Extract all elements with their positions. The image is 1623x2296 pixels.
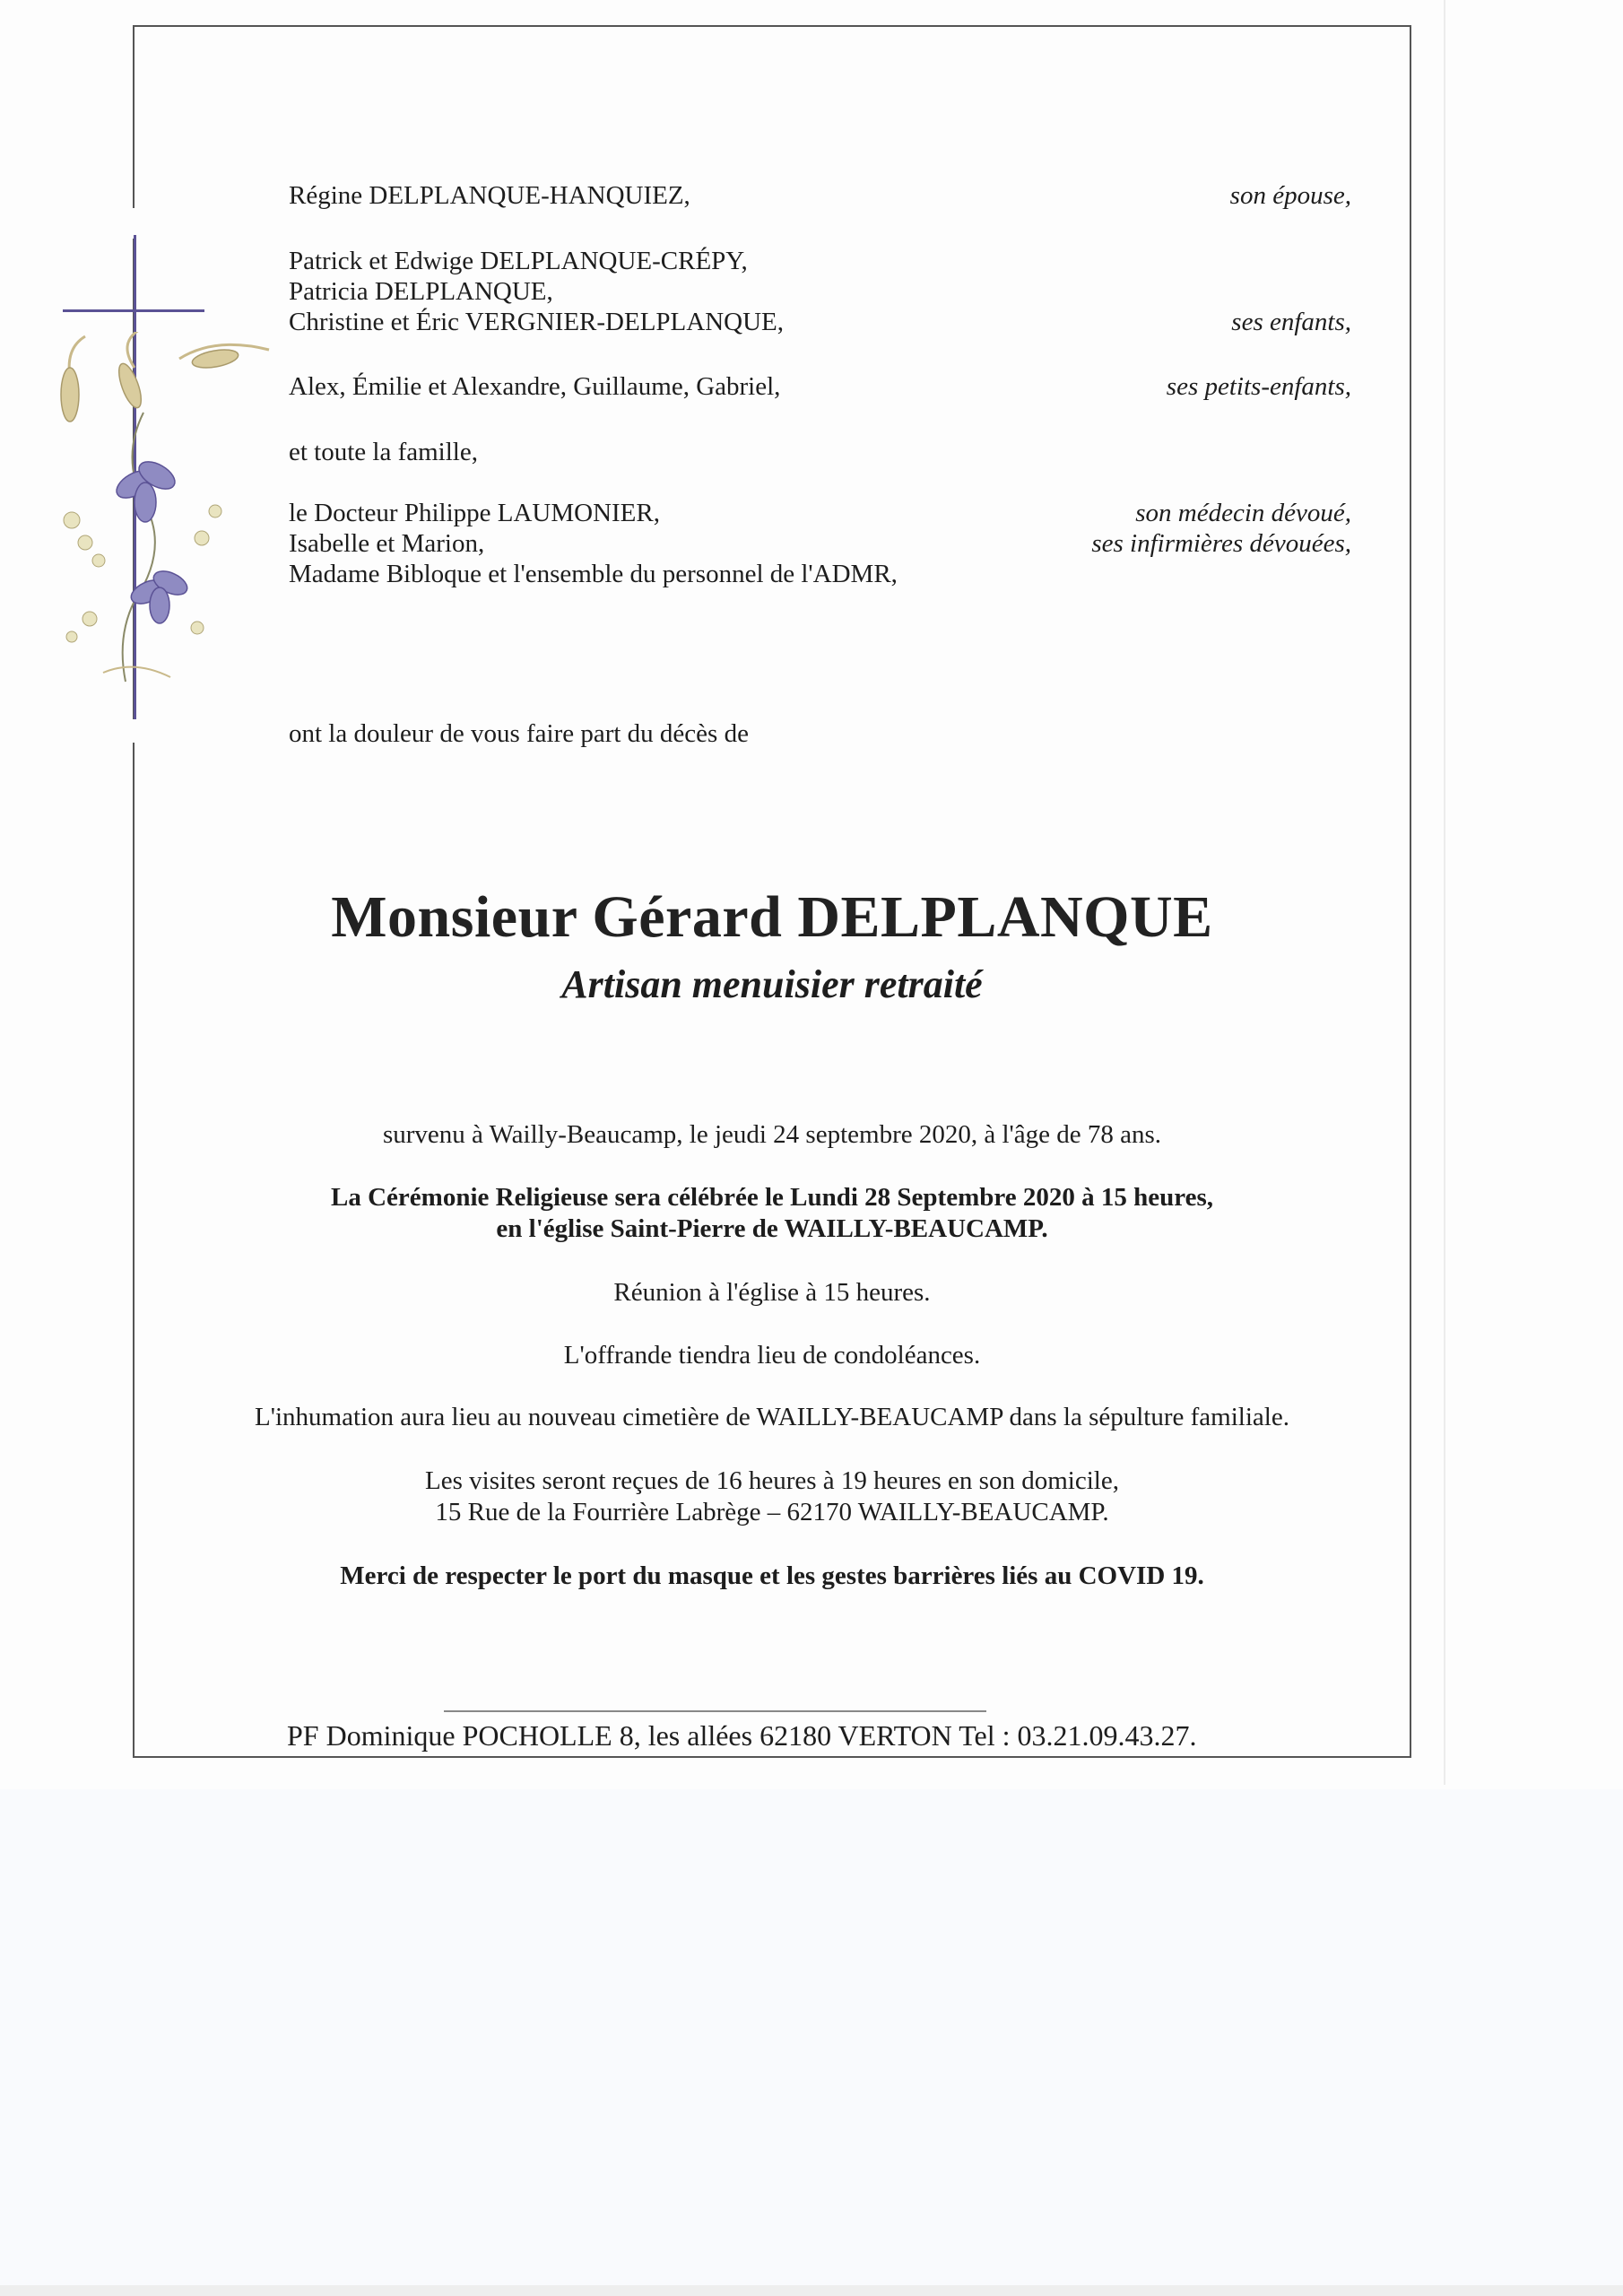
child-line: Patrick et Edwige DELPLANQUE-CRÉPY, [289,247,748,275]
scan-bottom-edge [0,2285,1623,2296]
care-line: le Docteur Philippe LAUMONIER, [289,499,660,527]
announcement-text: ont la douleur de vous faire part du décès de [289,719,749,748]
spouse-name: Régine DELPLANQUE-HANQUIEZ, [289,181,690,210]
spouse-role: son épouse, [1229,181,1351,210]
visits-line: Les visites seront reçues de 16 heures à 19 heures en son domicile, [425,1466,1119,1495]
deceased-profession: Artisan menuisier retraité [561,962,983,1006]
children-role: ses enfants, [1231,308,1351,336]
meeting-line: Réunion à l'église à 15 heures. [613,1278,931,1307]
ceremony-line: en l'église Saint-Pierre de WAILLY-BEAUCAMP. [496,1214,1048,1243]
flower-wheat-ornament-icon [36,332,305,691]
offering-line: L'offrande tiendra lieu de condoléances. [563,1341,981,1370]
nurses-role: ses infirmières dévouées, [1091,529,1351,558]
cross-bar [63,309,204,312]
frame-gap [129,208,136,239]
grandchildren-role: ses petits-enfants, [1166,372,1351,401]
ceremony-line: La Cérémonie Religieuse sera célébrée le Lundi 28 Septembre 2020 à 15 heures, [331,1183,1213,1212]
scan-edge [1444,0,1445,1785]
burial-line: L'inhumation aura lieu au nouveau cimetière de WAILLY-BEAUCAMP dans la sépulture familiale. [255,1403,1289,1431]
child-line: Christine et Éric VERGNIER-DELPLANQUE, [289,308,784,336]
deceased-name: Monsieur Gérard DELPLANQUE [331,884,1213,950]
visits-line: 15 Rue de la Fourrière Labrège – 62170 WAILLY-BEAUCAMP. [435,1498,1109,1526]
covid-notice: Merci de respecter le port du masque et les gestes barrières liés au COVID 19. [340,1561,1204,1590]
child-line: Patricia DELPLANQUE, [289,277,553,306]
frame-gap [129,719,136,743]
care-line: Isabelle et Marion, [289,529,485,558]
blank-scan-area [0,1789,1623,2296]
grandchildren-names: Alex, Émilie et Alexandre, Guillaume, Gabriel, [289,372,781,401]
funeral-home-footer: PF Dominique POCHOLLE 8, les allées 62180 VERTON Tel : 03.21.09.43.27. [287,1719,1197,1752]
family-line: et toute la famille, [289,438,478,466]
care-line: Madame Bibloque et l'ensemble du personnel de l'ADMR, [289,560,898,588]
footer-divider [444,1710,986,1712]
death-details: survenu à Wailly-Beaucamp, le jeudi 24 septembre 2020, à l'âge de 78 ans. [382,1120,1162,1149]
doctor-role: son médecin dévoué, [1135,499,1351,527]
